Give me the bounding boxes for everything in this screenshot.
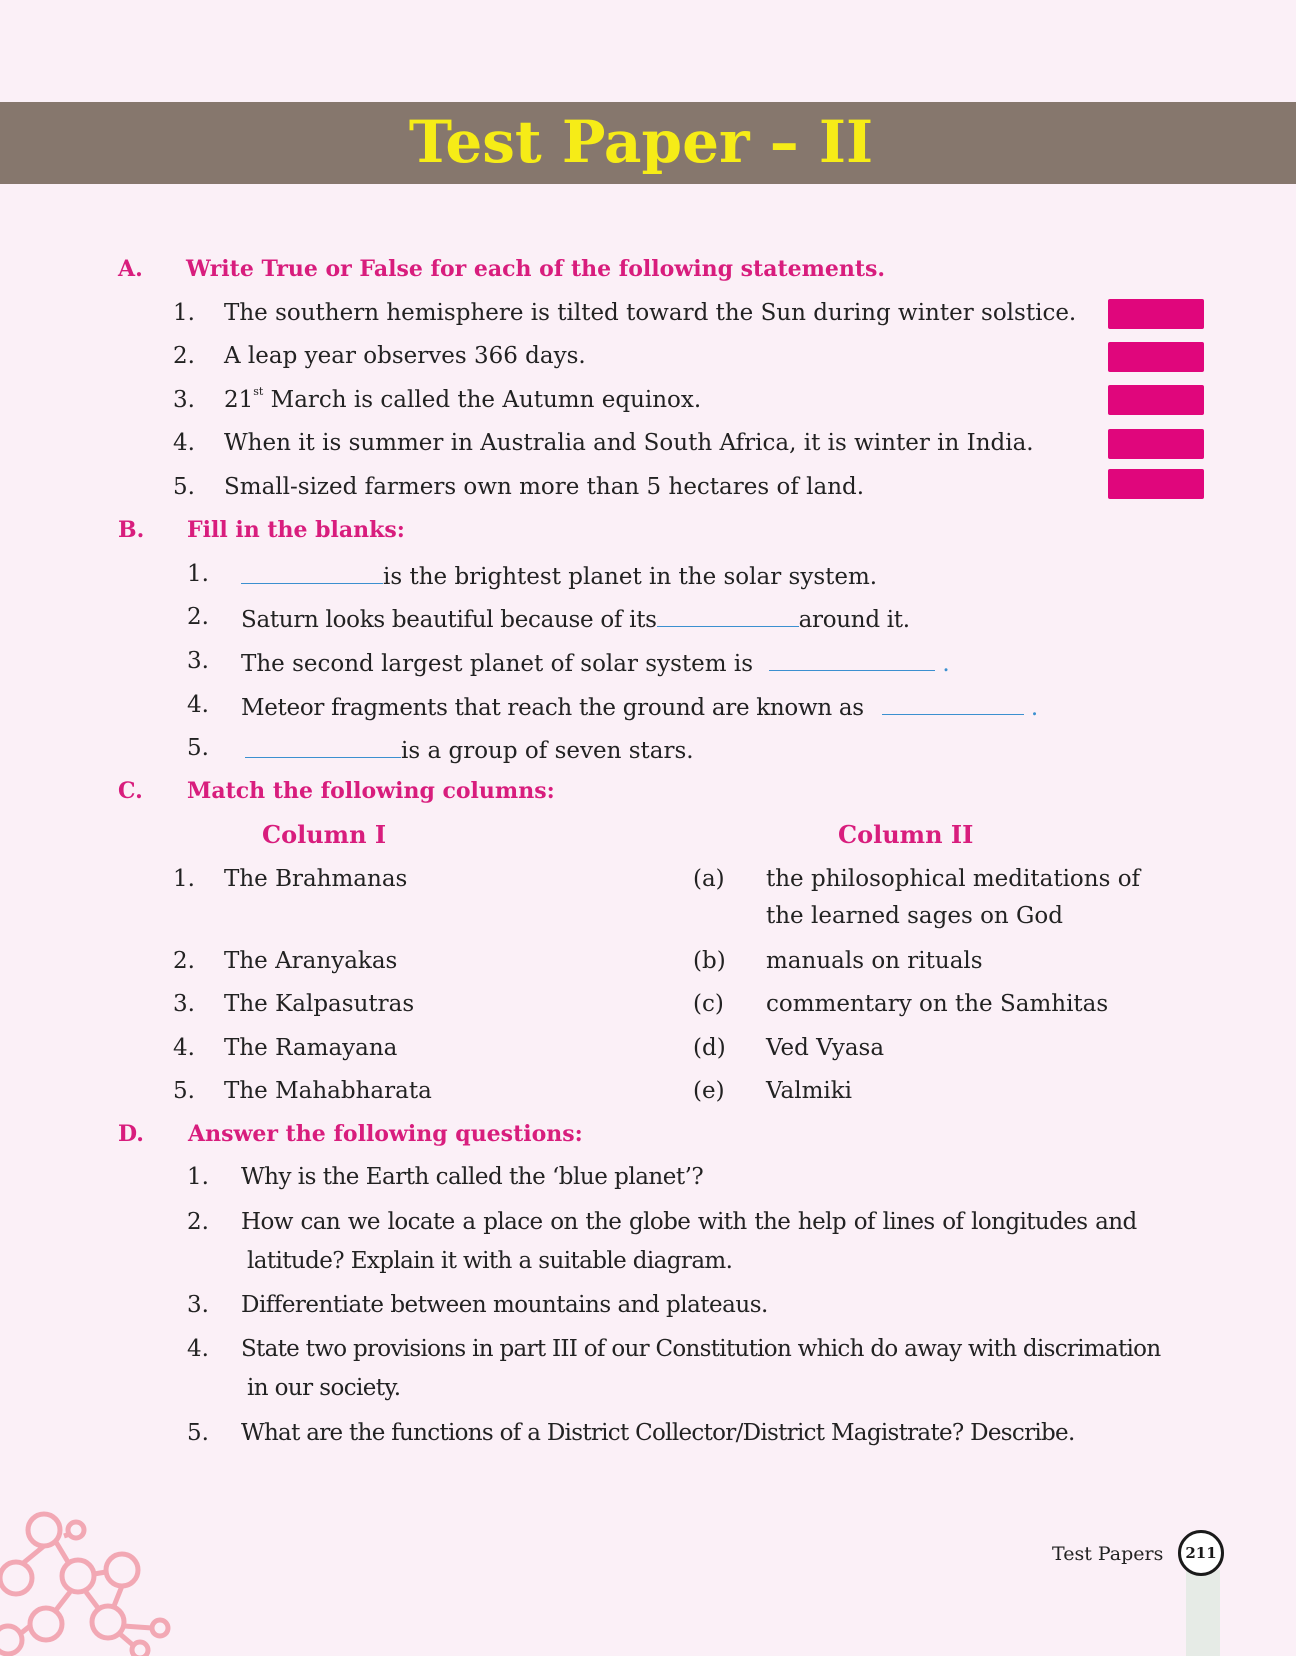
section-d-letter: D. — [118, 1121, 144, 1147]
column-1-heading: Column I — [262, 820, 387, 849]
a-item-2-answer-box[interactable] — [1108, 342, 1204, 372]
c-col1-item-5-number: 5. — [173, 1078, 195, 1104]
c-col1-item-1-number: 1. — [173, 866, 195, 892]
column-2-heading: Column II — [838, 820, 974, 849]
b-item-5-blank[interactable] — [245, 735, 401, 758]
b-item-1-blank[interactable] — [241, 561, 383, 584]
a-item-1-answer-box[interactable] — [1108, 299, 1204, 329]
section-c-letter: C. — [118, 778, 143, 804]
a-item-3-ordinal: st — [253, 385, 264, 398]
b-item-1-number: 1. — [187, 561, 209, 587]
a-item-5-answer-box[interactable] — [1108, 469, 1204, 499]
b-item-2-after: around it. — [798, 607, 910, 633]
b-item-1-text — [241, 561, 877, 590]
b-item-5-number: 5. — [187, 735, 209, 761]
c-col1-item-3-number: 3. — [173, 991, 195, 1017]
c-col2-item-a-line1: the philosophical meditations of — [766, 866, 1141, 892]
section-b-heading: Fill in the blanks: — [187, 517, 405, 543]
molecule-decoration-icon — [0, 1500, 180, 1656]
a-item-3-day: 21 — [224, 387, 254, 413]
b-item-2-number: 2. — [187, 604, 209, 630]
d-item-5-number: 5. — [187, 1420, 209, 1446]
d-item-4-line2: in our society. — [247, 1375, 401, 1401]
d-item-1-number: 1. — [187, 1164, 209, 1190]
a-item-5-number: 5. — [173, 474, 195, 500]
c-col1-item-3-text: The Kalpasutras — [224, 991, 415, 1017]
b-item-5-after: is a group of seven stars. — [401, 738, 694, 764]
page-number: 211 — [1178, 1530, 1224, 1576]
c-col2-item-e-label: (e) — [693, 1078, 725, 1104]
c-col2-item-c-text: commentary on the Samhitas — [766, 991, 1109, 1017]
a-item-4-number: 4. — [173, 430, 195, 456]
a-item-3-answer-box[interactable] — [1108, 385, 1204, 415]
d-item-3-text: Differentiate between mountains and plateaus. — [241, 1292, 768, 1318]
c-col2-item-c-label: (c) — [693, 991, 724, 1017]
section-c-heading: Match the following columns: — [187, 778, 555, 804]
b-item-4-blank[interactable] — [882, 692, 1024, 715]
section-b-letter: B. — [118, 517, 145, 543]
b-item-3-number: 3. — [187, 648, 209, 674]
b-item-5-text — [245, 735, 694, 764]
b-item-3-after: . — [942, 651, 950, 677]
c-col1-item-4-text: The Ramayana — [224, 1035, 398, 1061]
c-col2-item-a-label: (a) — [693, 866, 725, 892]
b-item-2-before: Saturn looks beautiful because of its — [241, 607, 657, 633]
section-d-heading: Answer the following questions: — [188, 1121, 583, 1147]
b-item-2-text — [241, 604, 910, 633]
c-col1-item-2-text: The Aranyakas — [224, 948, 398, 974]
a-item-3-text — [224, 387, 701, 413]
d-item-4-number: 4. — [187, 1336, 209, 1362]
footer-label: Test Papers — [1052, 1543, 1164, 1565]
d-item-5-text: What are the functions of a District Collector/District Magistrate? Describe. — [241, 1420, 1075, 1446]
a-item-3-number: 3. — [173, 387, 195, 413]
a-item-1-text: The southern hemisphere is tilted toward the Sun during winter solstice. — [224, 300, 1077, 326]
b-item-3-blank[interactable] — [769, 648, 935, 671]
b-item-3-text — [241, 648, 950, 677]
a-item-2-text: A leap year observes 366 days. — [224, 343, 586, 369]
a-item-5-text: Small-sized farmers own more than 5 hectares of land. — [224, 474, 865, 500]
b-item-4-after: . — [1030, 695, 1038, 721]
c-col1-item-5-text: The Mahabharata — [224, 1078, 432, 1104]
c-col1-item-1-text: The Brahmanas — [224, 866, 408, 892]
a-item-4-answer-box[interactable] — [1108, 429, 1204, 459]
a-item-3-rest: March is called the Autumn equinox. — [263, 387, 702, 413]
d-item-2-line1: How can we locate a place on the globe with the help of lines of longitudes and — [241, 1209, 1137, 1235]
b-item-3-before: The second largest planet of solar system is — [241, 651, 754, 677]
c-col2-item-b-label: (b) — [693, 948, 726, 974]
d-item-1-text: Why is the Earth called the ‘blue planet’? — [241, 1164, 704, 1190]
a-item-4-text: When it is summer in Australia and South Africa, it is winter in India. — [224, 430, 1034, 456]
b-item-2-blank[interactable] — [657, 604, 799, 627]
b-item-1-after: is the brightest planet in the solar system. — [383, 564, 878, 590]
b-item-4-number: 4. — [187, 692, 209, 718]
a-item-2-number: 2. — [173, 343, 195, 369]
page-tab-decoration — [1186, 1570, 1220, 1656]
c-col2-item-d-text: Ved Vyasa — [766, 1035, 885, 1061]
d-item-4-line1: State two provisions in part III of our Constitution which do away with discrimation — [241, 1336, 1161, 1362]
c-col2-item-a-line2: the learned sages on God — [766, 903, 1063, 929]
d-item-2-number: 2. — [187, 1209, 209, 1235]
page-title: Test Paper – II — [408, 108, 874, 176]
b-item-4-text — [241, 692, 1038, 721]
b-item-4-before: Meteor fragments that reach the ground are known as — [241, 695, 864, 721]
d-item-3-number: 3. — [187, 1292, 209, 1318]
a-item-1-number: 1. — [173, 300, 195, 326]
section-a-heading: Write True or False for each of the following statements. — [186, 256, 886, 282]
c-col1-item-4-number: 4. — [173, 1035, 195, 1061]
c-col1-item-2-number: 2. — [173, 948, 195, 974]
c-col2-item-b-text: manuals on rituals — [766, 948, 983, 974]
c-col2-item-e-text: Valmiki — [766, 1078, 853, 1104]
d-item-2-line2: latitude? Explain it with a suitable diagram. — [247, 1248, 733, 1274]
c-col2-item-d-label: (d) — [693, 1035, 726, 1061]
section-a-letter: A. — [118, 256, 143, 282]
